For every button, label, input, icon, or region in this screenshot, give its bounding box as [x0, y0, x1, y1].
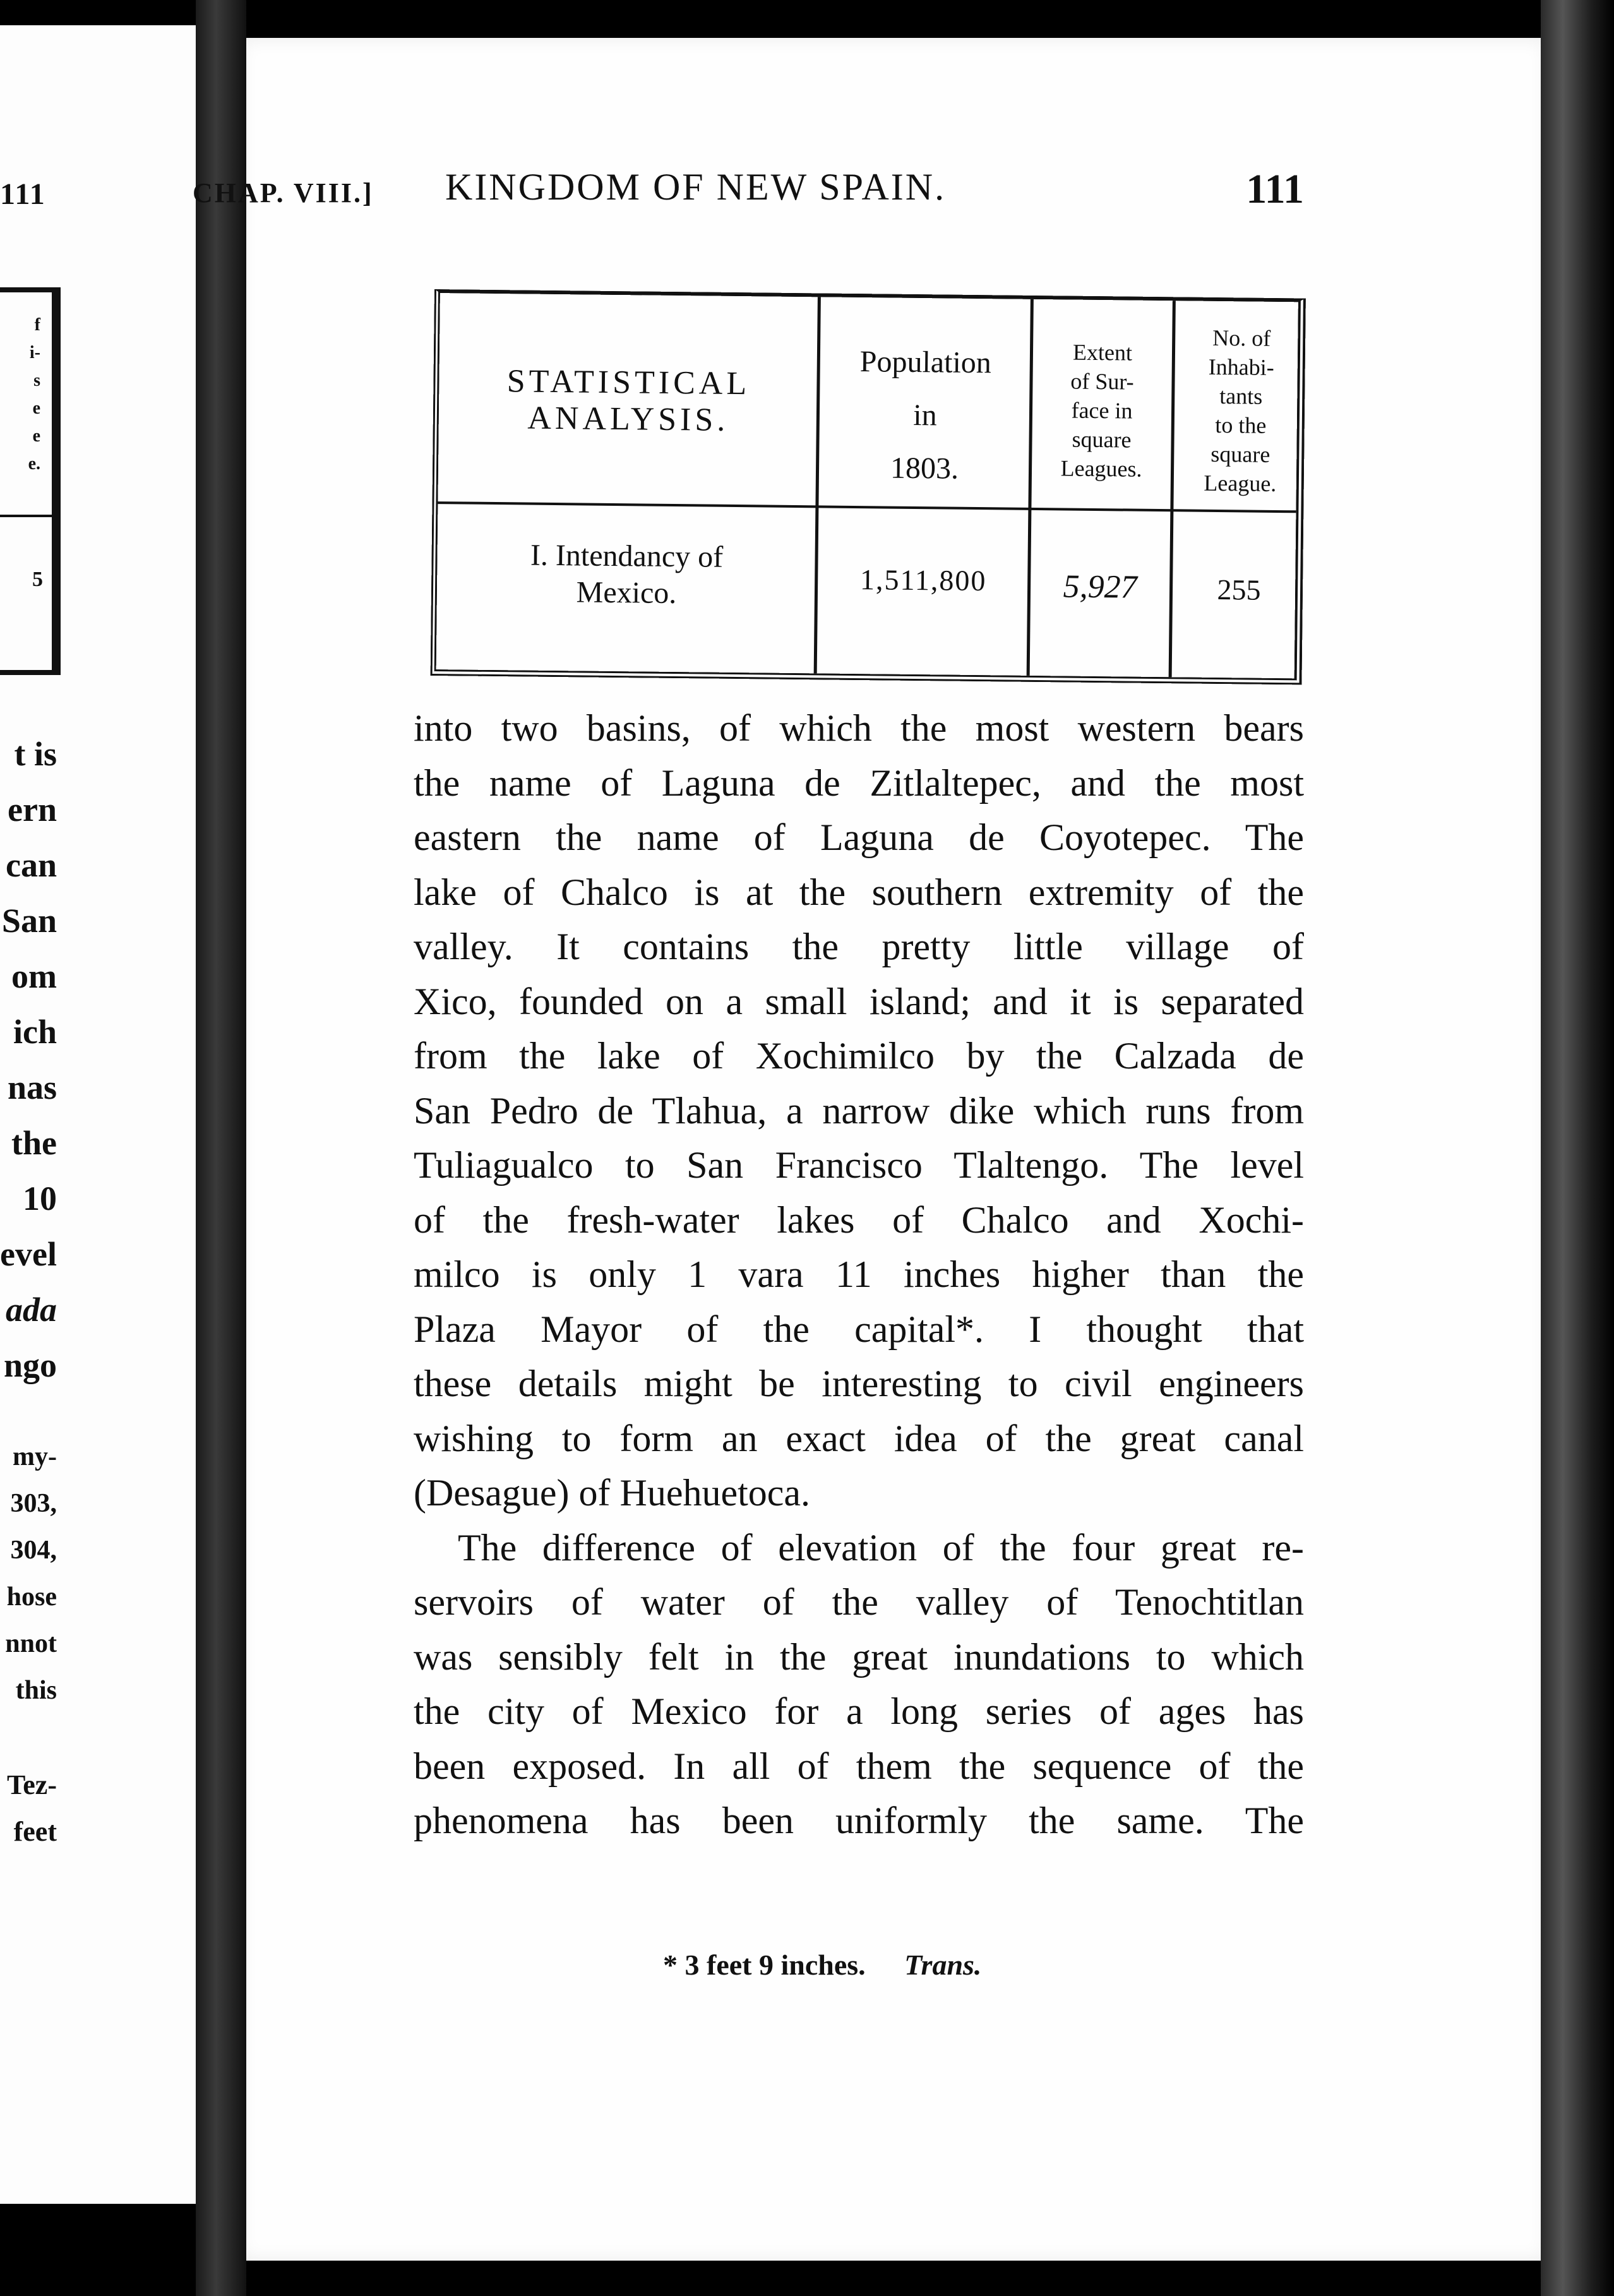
left-footnote-line-end: Tez-	[6, 1769, 57, 1800]
cell-inhabitants: 255	[1217, 573, 1261, 606]
left-line-end: t is	[14, 735, 57, 773]
cell-extent: 5,927	[1063, 568, 1137, 606]
left-line-end: om	[11, 957, 57, 995]
left-footnote-line-end: feet	[13, 1816, 57, 1847]
left-footnote-line-end: 304,	[10, 1536, 57, 1565]
text-line: was sensibly felt in the great inundations to which	[414, 1635, 1304, 1678]
header-text: square	[1210, 441, 1270, 467]
cell-text: I. Intendancy of	[530, 538, 724, 574]
header-text: face in	[1071, 397, 1133, 424]
statistical-table	[431, 289, 1306, 685]
header-text: of Sur-	[1070, 368, 1134, 395]
text-line: into two basins, of which the most western bears	[414, 707, 1304, 749]
text-line: valley. It contains the pretty little village of	[414, 926, 1304, 967]
footnote	[663, 1948, 981, 1982]
left-line-end: the	[11, 1124, 57, 1162]
text-line: these details might be interesting to civil engineers	[414, 1363, 1304, 1404]
left-line-end: San	[1, 902, 57, 940]
left-page-footnote-ends	[0, 1433, 57, 1714]
cell-text: Mexico.	[576, 575, 677, 611]
text-line: The difference of elevation of the four great re-	[458, 1526, 1304, 1569]
left-page-number: 111	[0, 177, 46, 211]
header-text: Inhabi-	[1208, 354, 1274, 380]
left-table-text: e	[32, 398, 40, 418]
header-extent	[1032, 337, 1172, 484]
footnote-attribution: Trans.	[904, 1949, 982, 1981]
text-line: milco is only 1 vara 11 inches higher than the	[414, 1253, 1304, 1295]
text-line: wishing to form an exact idea of the great canal	[414, 1417, 1304, 1459]
header-text: 1803.	[890, 451, 959, 486]
left-table-text: i-	[29, 343, 40, 362]
text-line: the name of Laguna de Zitlaltepec, and the most	[414, 762, 1304, 804]
header-text: to the	[1215, 412, 1267, 438]
cell-population: 1,511,800	[859, 563, 987, 597]
book-fore-edge	[1541, 0, 1614, 2296]
left-facing-page	[0, 25, 196, 2204]
footnote-text: * 3 feet 9 inches.	[663, 1949, 866, 1981]
left-line-end: 10	[23, 1180, 57, 1217]
text-line: eastern the name of Laguna de Coyotepec. The	[414, 816, 1304, 858]
left-page-line-ends	[0, 726, 57, 1393]
body-text	[414, 701, 1304, 1848]
running-head	[193, 165, 1317, 222]
header-text: Extent	[1072, 339, 1133, 366]
left-line-end: ada	[6, 1291, 57, 1329]
left-table-fragment	[0, 287, 61, 675]
left-line-end: evel	[0, 1235, 57, 1273]
left-table-text: e	[32, 426, 40, 446]
chapter-label: CHAP. VIII.]	[193, 177, 374, 208]
text-line: (Desague) of Huehuetoca.	[414, 1472, 811, 1514]
left-table-header-fragment	[0, 311, 40, 478]
left-footnote-line-end: this	[15, 1676, 57, 1705]
header-inhabitants	[1174, 323, 1308, 498]
text-line: Tuliagualco to San Francisco Tlaltengo. The level	[414, 1144, 1304, 1186]
header-text: League.	[1204, 470, 1277, 496]
book-gutter	[196, 0, 246, 2296]
left-footnote-line-end: my-	[13, 1442, 57, 1471]
text-line: servoirs of water of the valley of Tenochtitlan	[414, 1581, 1304, 1623]
text-line: phenomena has been uniformly the same. The	[414, 1800, 1304, 1841]
page-number: 111	[1246, 166, 1304, 212]
running-title: KINGDOM OF NEW SPAIN.	[445, 166, 947, 208]
left-footnote-line-end: nnot	[5, 1629, 57, 1658]
left-table-text: f	[34, 315, 40, 335]
header-text: No. of	[1212, 325, 1271, 351]
left-line-end: ern	[8, 791, 57, 828]
text-line: Xico, founded on a small island; and it is separated	[414, 980, 1304, 1022]
header-text: Population	[859, 345, 992, 380]
left-line-end: can	[6, 846, 57, 884]
left-line-end: nas	[7, 1068, 57, 1106]
left-table-text: e.	[28, 454, 40, 474]
left-table-text: s	[33, 371, 40, 390]
left-table-value: 5	[32, 568, 43, 591]
header-text: Leagues.	[1060, 455, 1142, 482]
left-footnote-line-end: hose	[6, 1582, 57, 1611]
left-line-end: ich	[13, 1013, 57, 1051]
left-line-end: ngo	[3, 1346, 57, 1384]
text-line: San Pedro de Tlahua, a narrow dike which runs from	[414, 1089, 1304, 1132]
header-text: square	[1072, 426, 1132, 453]
header-population	[820, 335, 1031, 496]
text-line: the city of Mexico for a long series of ages has	[414, 1690, 1304, 1732]
left-page-footnote-ends-2	[0, 1762, 57, 1855]
row-name	[437, 536, 816, 613]
text-line: from the lake of Xochimilco by the Calzada de	[414, 1035, 1304, 1077]
header-text: in	[913, 398, 937, 433]
text-line: Plaza Mayor of the capital*. I thought that	[414, 1308, 1304, 1350]
text-line: of the fresh-water lakes of Chalco and Xochi-	[414, 1199, 1304, 1241]
text-line: been exposed. In all of them the sequence of the	[414, 1745, 1304, 1787]
header-statistical-analysis: STATISTICAL ANALYSIS.	[506, 363, 751, 438]
header-text: tants	[1219, 383, 1263, 409]
text-line: lake of Chalco is at the southern extremity of the	[414, 871, 1304, 913]
left-table-rule	[0, 515, 52, 517]
left-footnote-line-end: 303,	[10, 1489, 57, 1518]
table-row-rule	[438, 501, 1296, 513]
